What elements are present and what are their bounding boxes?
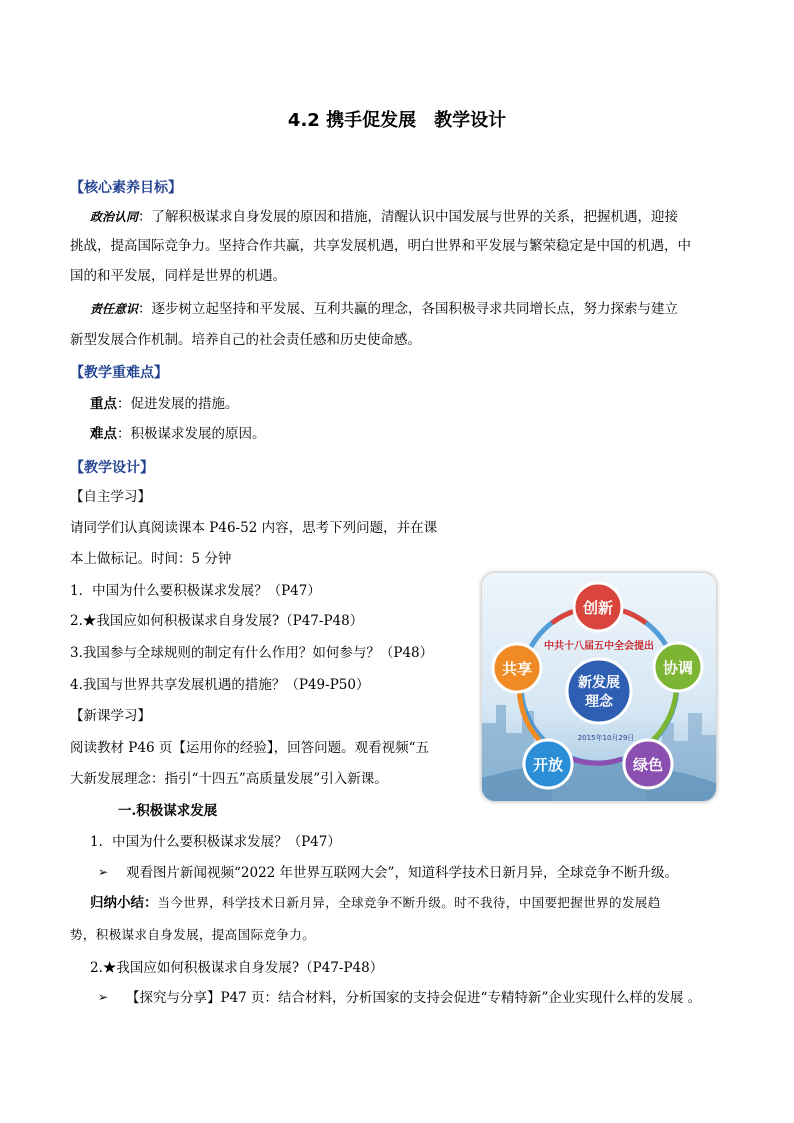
question-2: 2.★我国应如何积极谋求自身发展?（P47-P48） [70,613,364,629]
summary-line1 [90,894,661,912]
heading-teaching-design: 【教学设计】 [70,460,154,476]
node-coordination-label: 协调 [662,659,694,677]
part1-heading: 一.积极谋求发展 [118,803,218,819]
diff-label: 难点 [90,426,117,442]
goal1-text: ：了解积极谋求自身发展的原因和措施，清醒认识中国发展与世界的关系，把握机遇，迎接 [138,209,679,225]
goal2-label: 责任意识 [90,302,139,316]
node-innovation [574,583,622,631]
goal2-line1 [90,300,678,318]
summary-line2: 势，积极谋求自身发展，提高国际竞争力。 [70,927,316,942]
center-line1: 新发展 [578,675,620,691]
bullet-arrow-icon-2: ➢ [98,990,109,1004]
new-study-line2: 大新发展理念：指引“十四五”高质量发展”引入新课。 [70,771,388,787]
new-study-label: 【新课学习】 [70,708,151,724]
self-study-label: 【自主学习】 [70,489,151,505]
heading-key-points: 【教学重难点】 [70,365,168,381]
center-circle [567,659,631,723]
key-label: 重点 [90,396,117,412]
goal2-line2: 新型发展合作机制。培养自己的社会责任感和历史使命感。 [70,332,421,348]
node-green [624,740,672,788]
key-point [90,395,239,413]
new-study-line1: 阅读教材 P46 页【运用你的经验】，回答问题。观看视频“五 [70,740,429,756]
question-3: 3.我国参与全球规则的制定有什么作用？如何参与？（P48） [70,645,434,661]
bullet-2-text: 【探究与分享】P47 页：结合材料，分析国家的支持会促进“专精特新”企业实现什么样的发展 。 [126,990,702,1006]
part1-question-1: 1．中国为什么要积极谋求发展？（P47） [90,834,341,850]
goal2-text: ：逐步树立起坚持和平发展、互利共赢的理念，各国积极寻求共同增长点，努力探索与建立 [138,301,679,317]
concept-diagram [482,573,716,801]
part1-question-2: 2.★我国应如何积极谋求自身发展?（P47-P48） [90,960,384,976]
node-openness [524,740,572,788]
node-innovation-label: 创新 [582,599,614,617]
goal1-label: 政治认同 [90,210,139,224]
bullet-arrow-icon: ➢ [98,865,109,879]
node-green-label: 绿色 [632,756,664,774]
heading-core-goals: 【核心素养目标】 [70,180,182,196]
goal1-line2: 挑战，提高国际竞争力。坚持合作共赢，共享发展机遇，明白世界和平发展与繁荣稳定是中国的机遇，中 [70,238,691,254]
goal1-line1 [90,208,678,226]
bullet-1-text: 观看图片新闻视频“2022 年世界互联网大会”，知道科学技术日新月异，全球竞争不断升级。 [126,865,678,881]
node-sharing [493,644,541,692]
self-study-line2: 本上做标记。时间：5 分钟 [70,551,232,567]
summary-text: 当今世界，科学技术日新月异，全球竞争不断升级。时不我待，中国要把握世界的发展趋 [157,895,661,910]
node-sharing-label: 共享 [501,660,533,678]
question-1: 1．中国为什么要积极谋求发展？（P47） [70,583,321,599]
diff-text: ：积极谋求发展的原因。 [117,426,266,442]
node-coordination [654,643,702,691]
center-line2: 理念 [585,694,613,710]
date-text: 2015年10月29日 [577,734,635,742]
summary-label: 归纳小结： [90,895,158,911]
node-openness-label: 开放 [532,756,564,774]
development-concept-figure [481,572,717,802]
difficult-point [90,425,266,443]
page-title: 4.2 携手促发展 教学设计 [287,110,507,131]
key-text: ：促进发展的措施。 [117,396,239,412]
banner-text: 中共十八届五中全会提出 [544,641,654,652]
goal1-line3: 国的和平发展，同样是世界的机遇。 [70,268,286,284]
self-study-line1: 请同学们认真阅读课本 P46-52 内容，思考下列问题，并在课 [70,520,438,536]
question-4: 4.我国与世界共享发展机遇的措施？（P49-P50） [70,677,370,693]
